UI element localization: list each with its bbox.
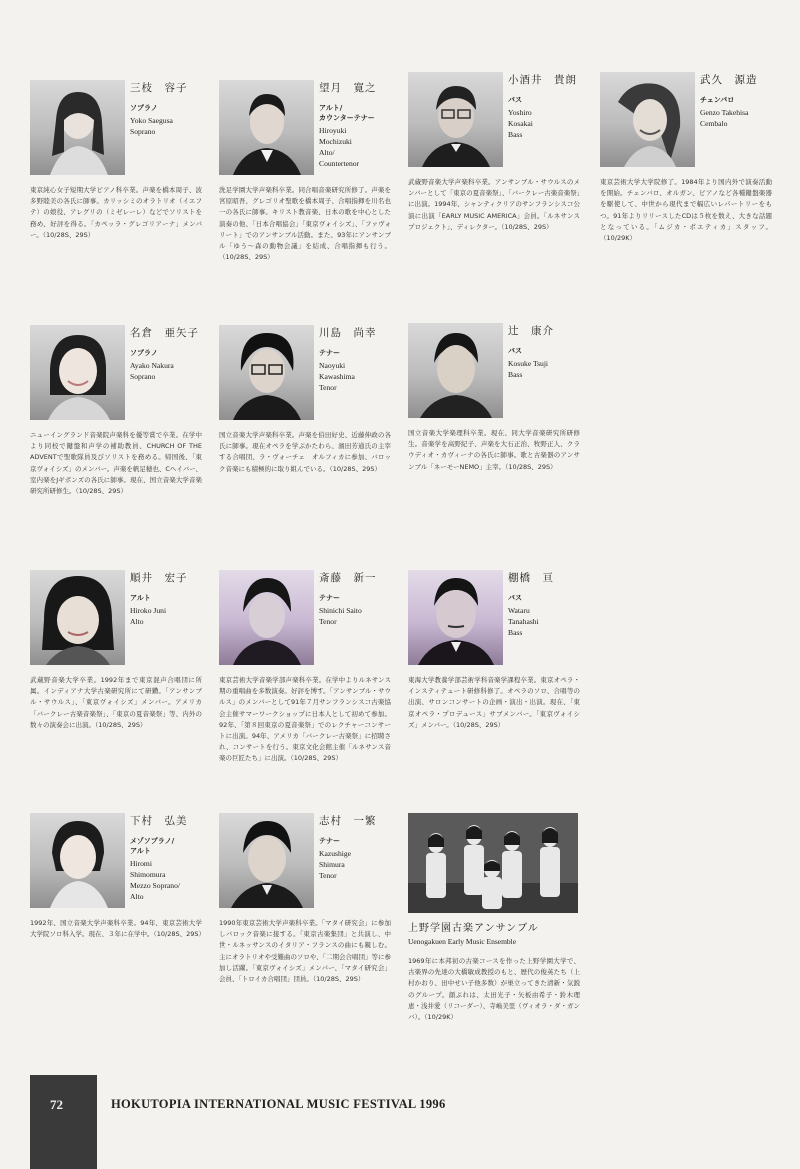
performer-role: テナー: [319, 837, 340, 845]
performer-romanized: Naoyuki Kawashima Tenor: [319, 361, 355, 392]
performer-bio: 1992年、国立音楽大学声楽科卒業。94年、東京芸術大学大学院ソロ科入学。現在、３年に在学中。（10/28S、29S）: [30, 919, 206, 939]
footer-block: [30, 1075, 97, 1169]
performer-romanized: Hiroyuki Mochizuki Alto/ Countertenor: [319, 126, 360, 168]
ensemble-name: 上野学園古楽アンサンブル: [408, 923, 539, 934]
performer-photo: [30, 813, 125, 908]
performer-photo: [219, 325, 314, 420]
performer-name: 望月 寛之: [319, 82, 377, 94]
performer-name: 斎藤 新一: [319, 572, 377, 584]
performer-bio: 東京芸術大学大学院修了。1984年より国内外で演奏活動を開始。チェンバロ、オルガン、ピアノなど各種鍵盤楽器を駆使して、中世から現代まで幅広いレパートリーをもつ。91年よりリリースしたCDは５枚を数え、大きな話題となっている。「ムジカ・ポエティカ」スタッフ。（10/29K）: [600, 178, 772, 243]
performer-role: ソプラノ: [130, 349, 158, 357]
performer-bio: 武蔵野音楽大学声楽科卒業。アンサンブル・サウルスのメンバーとして「東京の夏音楽祭」、「バークレー古楽音楽祭」に出演。1994年、シャンティクリアのサンフランシスコ公演に出演「EARLY MUSIC AMERICA」会員。「ルネサンス プロジェクト」、ディレクター。（10/28S、29S）: [408, 178, 587, 231]
performer-bio: 東京芸術大学音楽学部声楽科卒業。在学中よりルネサンス期の重唱曲を多数演奏。好評を博す。「アンサンブル・サウルス」のメンバーとして91年７月サンフランシスコ古楽協会主催サマーワークショップに日本人として初めて参加。92年、「第８回東京の夏音楽祭」でのレクチャーコンサートに出演。94年、アメリカ「バークレー古楽祭」に招聘され、コンサートを行う。東京文化会館主催「ルネサンス音楽の巨匠たち」に出演。（10/28S、29S）: [219, 676, 391, 763]
performer-photo: [219, 570, 314, 665]
performer-romanized: Genzo Takehisa Cembalo: [700, 108, 749, 128]
performer-name: 三枝 容子: [130, 82, 188, 94]
performer-name: 志村 一繁: [319, 815, 377, 827]
performer-romanized: Hiromi Shimomura Mezzo Soprano/ Alto: [130, 859, 180, 901]
ensemble-bio: 1969年に本邦初の古楽コースを作った上野学園大学で、古楽界の先達の大橋敏成教授のもと、歴代の俊英たち（上村かおり、田中せい子他多数）が巣立ってきた清新・気鋭のグループ。顔ぶれは、太田光子・矢板由希子・鈴木理恵・浅井愛（リコーダー）、寺嶋美里（ヴィオラ・ダ・ガンバ）。（10/29K）: [408, 957, 580, 1022]
performer-photo: [219, 813, 314, 908]
performer-photo: [600, 72, 695, 167]
performer-name: 川島 尚幸: [319, 327, 377, 339]
performer-photo: [408, 570, 503, 665]
performer-name: 小酒井 貴朗: [508, 74, 577, 86]
performer-role: テナー: [319, 594, 340, 602]
ensemble-photo: [408, 813, 578, 913]
performer-role: テナー: [319, 349, 340, 357]
performer-bio: 洗足学園大学声楽科卒業。同合唱音楽研究所修了。声楽を宮原昭吾、グレゴリオ聖歌を橋本周子、合唱指揮を川名也一の各氏に師事。キリスト教音楽、日本の歌を中心とした演奏の他、「日本合唱協会」「東京ヴォイシズ」、「ファヴォリート」でのアンサンブル活動。また、93年にアンサンブル「ゆう～森の動物会議」を結成、合唱指揮も行う。（10/28S、29S）: [219, 186, 391, 262]
performer-bio: 武蔵野音楽大学卒業。1992年まで東京混声合唱団に所属。インディアナ大学古楽研究所にて研鑽。「アンサンブル・サウルス」、「東京ヴォイシズ」メンバー。アメリカ「バークレー古楽音楽祭」、「東京の夏音楽祭」等、内外の数々の演奏会に出演。（10/28S、29S）: [30, 676, 202, 729]
performer-name: 下村 弘美: [130, 815, 188, 827]
performer-role: バス: [508, 347, 522, 355]
performer-role: チェンバロ: [700, 96, 735, 104]
performer-bio: ニューイングランド音楽院声楽科を優等賞で卒業。在学中より同校で鍵盤和声学の補助教員、CHURCH OF THE ADVENTで聖歌隊員及びソリストを務める。帰国後、「東京ヴォイシズ」のメンバー。声楽を帆足穂也、Cヘイバー、室内楽をJギボンズの各氏に師事。現在、国立音楽大学音楽研究所研修生。（10/28S、29S）: [30, 431, 202, 496]
performer-photo: [30, 325, 125, 420]
performer-role: メゾソプラノ/ アルト: [130, 837, 175, 855]
performer-bio: 東京純心女子短期大学ピアノ科卒業。声楽を橋本周子、波多野睦美の各氏に師事。カリッシミのオラトリオ（イエフテ）の娘役、アレグリの（ミゼレーレ）などでソリストを務め、好評を得る。「カペッラ・グレゴリアーナ」メンバー。（10/28S、29S）: [30, 186, 202, 239]
performer-romanized: Yoko Saegusa Soprano: [130, 116, 173, 136]
festival-title: HOKUTOPIA INTERNATIONAL MUSIC FESTIVAL 1996: [111, 1097, 446, 1111]
performer-photo: [30, 570, 125, 665]
performer-romanized: Shinichi Saito Tenor: [319, 606, 362, 626]
performer-romanized: Wataru Tanahashi Bass: [508, 606, 539, 637]
performer-name: 武久 源造: [700, 74, 758, 86]
performer-role: アルト: [130, 594, 151, 602]
performer-photo: [408, 323, 503, 418]
performer-role: ソプラノ: [130, 104, 158, 112]
performer-photo: [408, 72, 503, 167]
performer-name: 順井 宏子: [130, 572, 188, 584]
performer-romanized: Kazushige Shimura Tenor: [319, 849, 352, 880]
performer-role: バス: [508, 594, 522, 602]
page-number: 72: [50, 1097, 63, 1112]
performer-romanized: Yoshiro Kosakai Bass: [508, 108, 533, 139]
performer-romanized: Kosuke Tsuji Bass: [508, 359, 549, 379]
performer-photo: [30, 80, 125, 175]
performer-romanized: Ayako Nakura Soprano: [130, 361, 174, 381]
performer-bio: 国立音楽大学楽理科卒業。現在、同大学音楽研究所研修生。音楽学を高野紀子、声楽を大石正治、牧野正人、クラウディオ・カヴィーナの各氏に師事。歌と古楽器のアンサンブル「ネーモーNEMO」主宰。（10/28S、29S）: [408, 429, 580, 471]
performer-name: 棚橋 亘: [508, 572, 554, 584]
performer-role: バス: [508, 96, 522, 104]
performer-role: アルト/ カウンターテナー: [319, 104, 375, 122]
performer-romanized: Hiroko Juni Alto: [130, 606, 167, 626]
performer-name: 辻 康介: [508, 325, 554, 337]
performer-bio: 1990年東京芸術大学声楽科卒業。「マタイ研究会」に参加しバロック音楽に接する。「東京古楽集団」と共演し、中世・ルネッサンスのイタリア・フランスの曲にも親しむ。主にオラトリオや受難曲のソロや、「二期会合唱団」等に参加し活躍。「東京ヴォイシズ」メンバー、「マタイ研究会」会員、「トロイカ合唱団」団員。（10/28S、29S）: [219, 919, 391, 984]
performer-bio: 国立音楽大学声楽科卒業。声楽を伯田好史、近藤伸政の各氏に師事。現在オペラを学ぶかたわら、濱田芳通氏の主宰する合唱団、ラ・ヴォーチェ オルフィカに参加、バロック音楽にも積極的に取り組んでいる。（10/28S、29S）: [219, 431, 391, 473]
performer-photo: [219, 80, 314, 175]
performer-name: 名倉 亜矢子: [130, 327, 199, 339]
ensemble-card: [408, 813, 583, 1023]
ensemble-romanized: Uenogakuen Early Music Ensemble: [408, 937, 517, 946]
performer-bio: 東海大学教養学部芸術学科音楽学課程卒業。東京オペラ・インスティテュート研修科修了。オペラのソロ、合唱等の出演、サロンコンサートの企画・演出・出演。現在、「東京オペラ・プロデュース」サブメンバー。「東京ヴォイシズ」メンバー。（10/28S、29S）: [408, 676, 580, 729]
